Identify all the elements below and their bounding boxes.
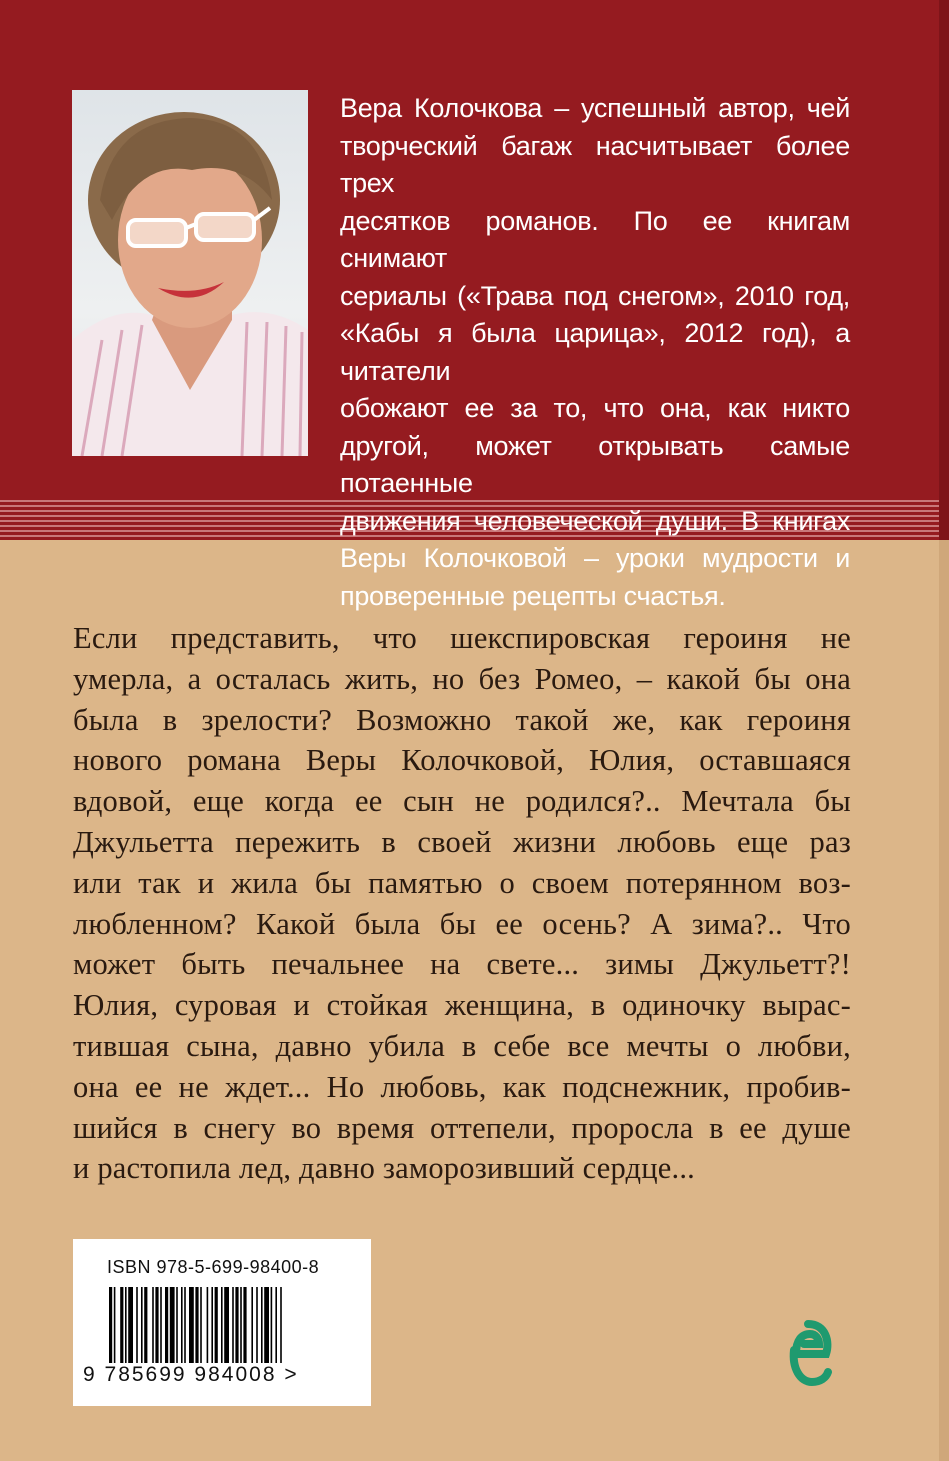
barcode-bar [144,1287,147,1363]
barcode-bar [211,1287,213,1363]
barcode-bar [114,1287,116,1363]
barcode-bar [152,1287,154,1363]
eksmo-logo-icon [782,1320,834,1390]
bio-line: движения человеческой души. В книгах [340,505,850,536]
bio-line: другой, может открывать самые потаенные [340,430,850,498]
bio-line: сериалы («Трава под снегом», 2010 год, [340,280,850,311]
barcode-bar [235,1287,238,1363]
cover-edge-top [939,0,949,540]
author-bio [340,90,850,615]
bio-line: десятков романов. По ее книгам снимают [340,205,850,273]
barcode-bar [176,1287,178,1363]
barcode-bar [160,1287,162,1363]
barcode-bar [189,1287,194,1363]
barcode-bar [243,1287,246,1363]
barcode-bar [251,1287,253,1363]
annotation-line: нового романа Веры Колочковой, Юлия, оставшаяся [73,743,851,778]
annotation-line: шийся в снегу во время оттепели, проросла в ее душе [73,1110,851,1145]
barcode-bar [271,1287,273,1363]
bio-line: «Кабы я была царица», 2012 год), а читатели [340,318,850,386]
barcode-bar [165,1287,168,1363]
annotation-line: может быть печальнее на свете... зимы Джульетт?! [73,947,851,982]
barcode-box [73,1239,371,1406]
barcode-bar [109,1287,112,1363]
barcode-bar [256,1287,258,1363]
barcode-bar [200,1287,202,1363]
barcode-bar [155,1287,158,1363]
annotation-line: или так и жила бы памятью о своем потерянном воз- [73,865,851,900]
barcode-bar [224,1287,229,1363]
barcode-digits: 9 785699 984008 > [83,1363,299,1386]
barcode-bar [136,1287,138,1363]
bio-line: обожают ее за то, что она, как никто [340,393,850,423]
barcode-bar [221,1287,223,1363]
barcode-bar [181,1287,183,1363]
isbn-label: ISBN 978-5-699-98400-8 [107,1257,320,1277]
barcode-bar [207,1287,209,1363]
barcode-bar [215,1287,218,1363]
annotation-line: умерла, а осталась жить, но без Ромео, – какой бы она [73,661,851,696]
annotation-line: и растопила лед, давно заморозивший сердце... [73,1151,695,1186]
barcode-bar [264,1287,269,1363]
annotation-line: Если представить, что шекспировская героиня не [73,621,851,655]
annotation-line: Юлия, суровая и стойкая женщина, в одиночку вырас- [73,988,851,1023]
book-annotation [73,618,851,1189]
barcode-bar [125,1287,127,1363]
barcode-bar [120,1287,123,1363]
barcode-bar [232,1287,234,1363]
bio-line: Вера Колочкова – успешный автор, чей [340,93,850,123]
barcode-bar [275,1287,277,1363]
bio-line: Веры Колочковой – уроки мудрости и [340,543,850,573]
barcode-bar [195,1287,198,1363]
barcode-bars [109,1287,339,1373]
barcode-bar [261,1287,263,1363]
annotation-line: Джульетта пережить в своей жизни любовь еще раз [73,824,851,859]
annotation-line: вдовой, еще когда ее сын не родился?.. Мечтала бы [73,784,851,819]
barcode-bar [141,1287,143,1363]
barcode-bar [170,1287,175,1363]
barcode-bar [184,1287,186,1363]
barcode-bar [280,1287,282,1363]
barcode-bar [240,1287,242,1363]
bio-line: проверенные рецепты счастья. [340,580,726,611]
barcode-bar [128,1287,133,1363]
annotation-line: была в зрелости? Возможно такой же, как героиня [73,702,851,737]
annotation-line: она ее не ждет... Но любовь, как подснежник, пробив- [73,1069,851,1104]
annotation-line: любленном? Какой была бы ее осень? А зима?.. Что [73,906,851,941]
bio-line: творческий багаж насчитывает более трех [340,130,850,198]
annotation-line: тившая сына, давно убила в себе все мечты о любви, [73,1028,851,1063]
author-photo [72,90,308,456]
